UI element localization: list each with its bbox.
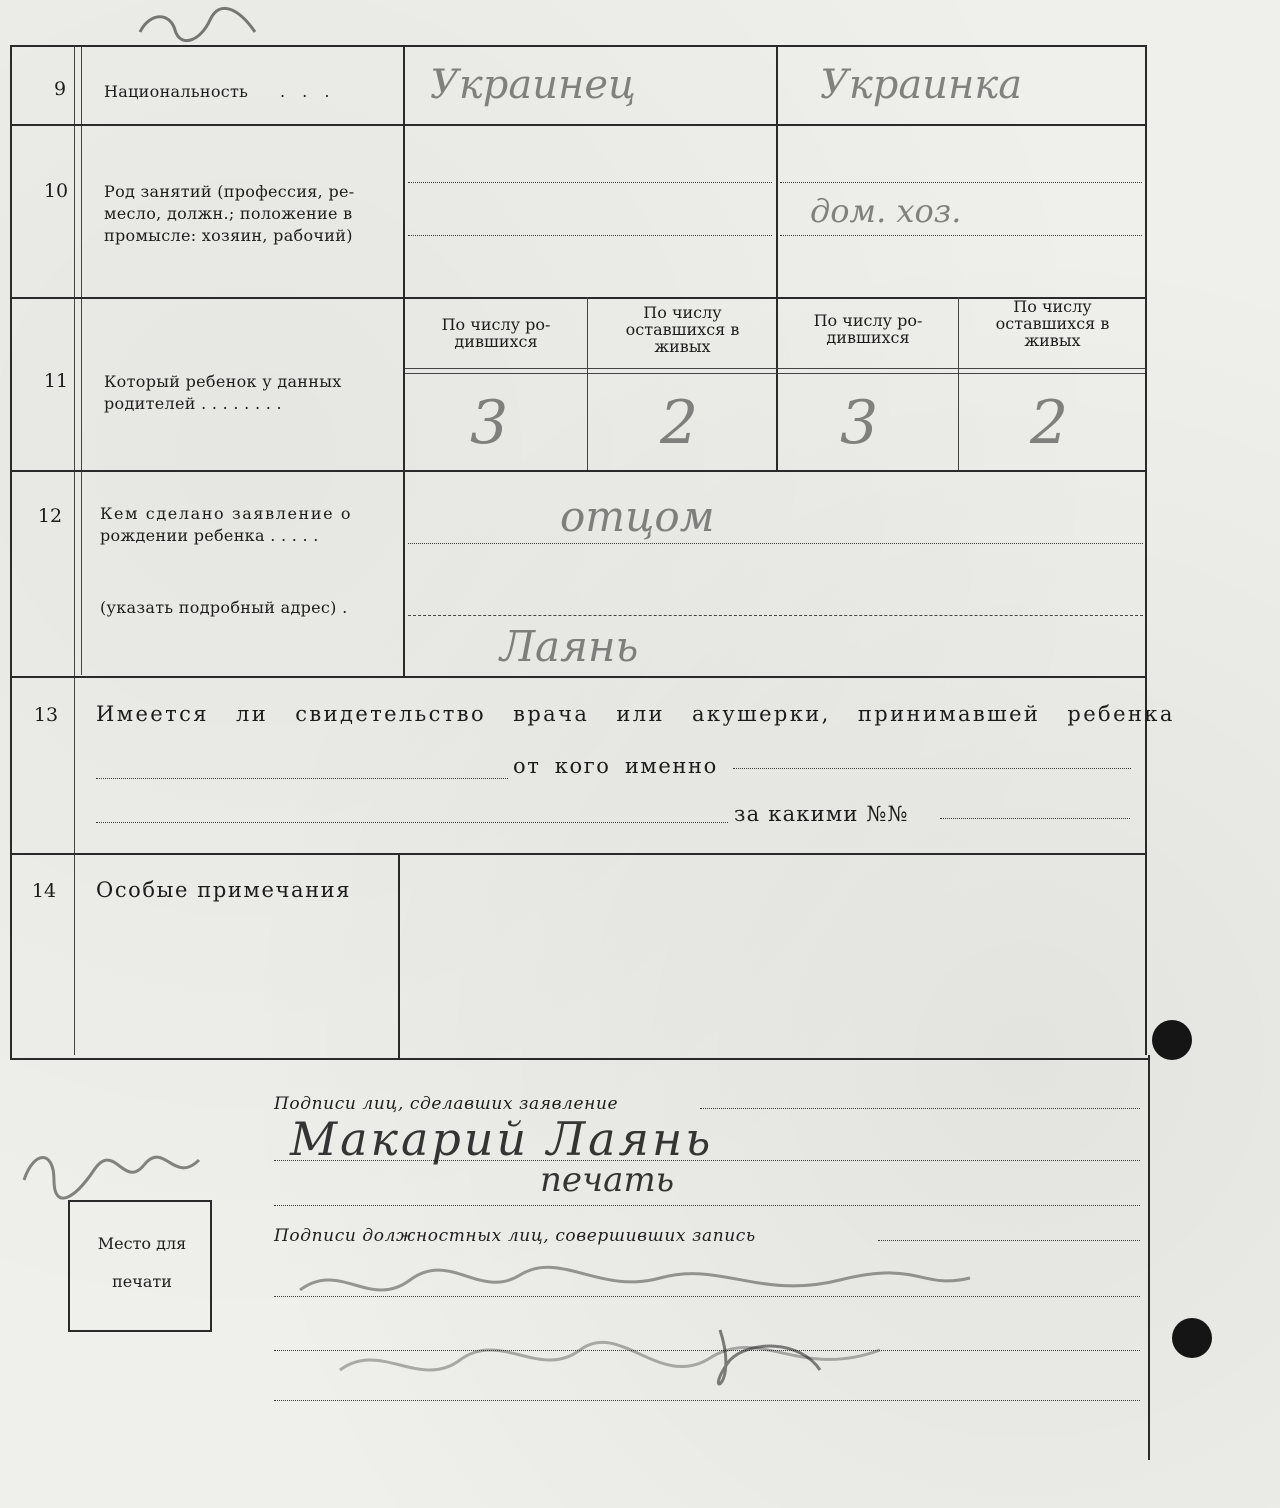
row-11-header-4: [960, 298, 1145, 349]
row-10-label-line1: Род занятий (профессия, ре-: [104, 182, 355, 201]
punch-hole-bottom: [1172, 1318, 1212, 1358]
row-11-value-2: 2: [660, 388, 699, 458]
row-13-number: 13: [33, 704, 59, 726]
row-11-header-1-line2: дившихся: [454, 332, 538, 351]
punch-hole-top: [1152, 1020, 1192, 1060]
row-divider-11: [10, 470, 1145, 472]
row-12-label-line1: Кем сделано заявление о: [100, 504, 353, 523]
frame-right: [1145, 45, 1147, 1055]
row-10-mother-value: дом. хоз.: [810, 192, 962, 230]
row-11-header-2-line3: живых: [654, 337, 711, 356]
row-12-address-label: (указать подробный адрес) .: [100, 598, 348, 617]
row-11-label-line2: родителей . . . . . . . .: [104, 394, 282, 413]
stamp-place-line2: печати: [112, 1272, 172, 1291]
row-11-header-2-line1: По числу: [643, 303, 722, 322]
officials-signature-caption: Подписи должностных лиц, совершивших запись: [274, 1226, 756, 1246]
row-11-value-4: 2: [1030, 388, 1069, 458]
row-11-header-1-line1: По числу ро-: [441, 315, 551, 334]
number-column-divider-inner: [81, 45, 82, 675]
row-13-dotline-a: [96, 778, 508, 779]
value-column-divider-14: [398, 853, 400, 1058]
officials-dotline-a: [878, 1240, 1140, 1241]
row-13-from-whom: от кого именно: [513, 754, 718, 778]
row-11-header-4-line1: По числу: [1013, 297, 1092, 316]
row-11-header-4-line3: живых: [1024, 331, 1081, 350]
value-mid-divider-top: [776, 45, 778, 297]
applicants-signature-caption: Подписи лиц, сделавших заявление: [274, 1094, 619, 1114]
official-signature-scribble: [280, 1250, 1000, 1430]
row-14-number: 14: [31, 880, 57, 902]
row-13-dotline-d: [940, 818, 1130, 819]
stamp-place-box: [68, 1200, 212, 1332]
applicants-dotline-c: [274, 1205, 1140, 1206]
row-10-dotline-d: [780, 235, 1142, 236]
row-11-header-3: [778, 312, 958, 346]
row-10-dotline-c: [780, 182, 1142, 183]
row-12-label-line2: рождении ребенка . . . . .: [100, 526, 319, 545]
row-9-number: 9: [53, 78, 67, 100]
row-11-label-line1: Который ребенок у данных: [104, 372, 342, 391]
row-11-value-3: 3: [840, 388, 879, 458]
row-10-label-line2: месло, должн.; положение в: [104, 204, 353, 223]
row-9-mother-value: Украинка: [820, 62, 1023, 108]
row-13-numbers-label: за какими №№: [734, 802, 909, 826]
applicants-dotline-a: [700, 1108, 1140, 1109]
row-9-father-value: Украинец: [430, 62, 636, 108]
row-13-dotline-c: [96, 822, 728, 823]
row-11-header-divider-2: [405, 373, 1145, 374]
row-divider-12: [10, 676, 1145, 678]
row-11-value-1: 3: [470, 388, 509, 458]
row-12-address-value: Лаянь: [500, 622, 639, 671]
row-12-dotline-a: [408, 543, 1143, 544]
row-divider-13: [10, 853, 1145, 855]
stamp-place-line1: Место для: [97, 1234, 187, 1253]
row-11-header-3-line1: По числу ро-: [813, 311, 923, 330]
row-10-dotline-a: [408, 182, 772, 183]
row-11-number: 11: [43, 370, 69, 392]
row-12-number: 12: [37, 505, 63, 527]
row-11-header-4-line2: оставшихся в: [995, 314, 1110, 333]
row-12-applicant-value: отцом: [560, 492, 715, 541]
applicant-signature: Макарий Лаянь: [290, 1112, 714, 1166]
row-10-number: 10: [43, 180, 69, 202]
value-sub-divider-1: [587, 297, 588, 470]
value-column-divider: [403, 45, 405, 676]
row-9-label: Национальность: [104, 82, 249, 101]
row-12-dotline-b: [408, 615, 1143, 616]
frame-right-lower: [1148, 1055, 1150, 1460]
row-9-leader: . . .: [280, 82, 336, 101]
row-10-label-line3: промысле: хозяин, рабочий): [104, 226, 353, 245]
row-11-header-2: [589, 304, 776, 355]
corner-mark: [130, 2, 270, 50]
frame-left: [10, 45, 12, 1060]
row-10-dotline-b: [408, 235, 772, 236]
applicant-signature-line2: печать: [540, 1160, 675, 1200]
row-11-header-3-line2: дившихся: [826, 328, 910, 347]
row-divider-9: [10, 124, 1145, 126]
row-14-label: Особые примечания: [96, 878, 352, 902]
row-11-header-1: [405, 316, 587, 350]
row-13-question: Имеется ли свидетельство врача или акушерки, принимавшей ребенка: [96, 702, 1175, 726]
row-13-dotline-b: [733, 768, 1131, 769]
row-11-header-divider: [405, 368, 1145, 369]
row-divider-14: [10, 1058, 1148, 1060]
value-sub-divider-3: [958, 297, 959, 470]
row-11-header-2-line2: оставшихся в: [625, 320, 740, 339]
